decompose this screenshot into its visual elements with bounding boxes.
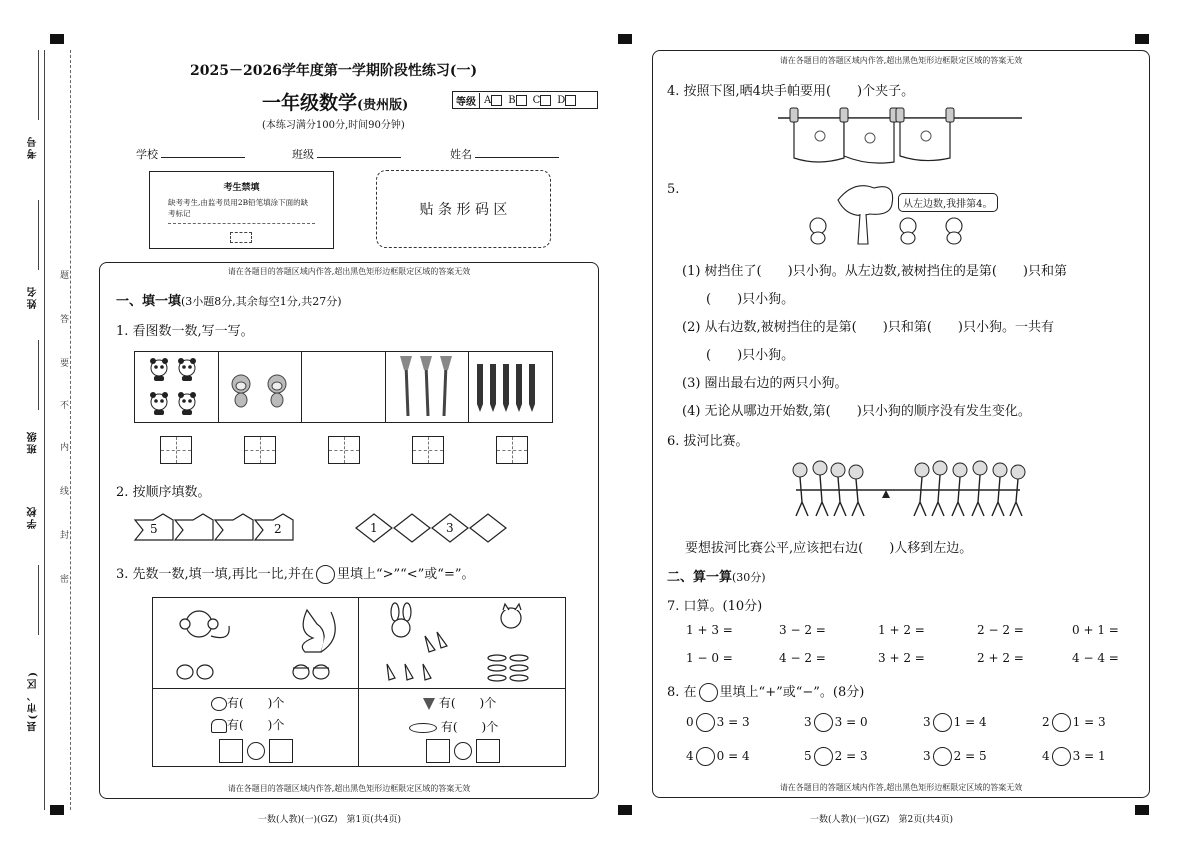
answer-area-notice: 请在各题目的答题区域内作答,超出黑色矩形边框限定区域的答案无效 [227,267,471,276]
seal-char: 题 [60,271,70,281]
sign-item: 5 2 = 3 [804,747,868,766]
mental-calc-item: 3 + 2 = [878,651,925,665]
seal-char: 答 [60,315,70,325]
mental-calc-item: 0 + 1 = [1072,623,1119,637]
sign-item: 4 3 = 1 [1042,747,1106,766]
registration-mark [1135,34,1149,44]
tug-of-war-icon [786,458,1030,520]
compare-table [152,597,566,767]
school-field[interactable]: 学校 [136,146,245,162]
question-7: 7. 口算。(10分) [667,599,763,614]
grade-option-b[interactable]: B [508,95,526,106]
mental-calc-item: 3 − 2 = [779,623,826,637]
acorn-count: 有( )个 [211,716,284,733]
mental-calc-item: 4 − 4 = [1072,651,1119,665]
subject-title [262,88,408,115]
seal-char: 不 [60,401,70,411]
barcode-area [376,170,551,248]
mental-calc-item: 1 + 2 = [878,623,925,637]
grade-option-d[interactable]: D [557,95,576,106]
registration-mark [618,34,632,44]
pencil-icon [469,352,551,420]
question-4: 4. 按照下图,晒4块手帕要用( )个夹子。 [667,84,915,99]
section1-title: 一、填一填(3小题8分,其余每空1分,共27分) [116,294,342,309]
registration-mark [50,805,64,815]
exam-number-label: 考号 [28,135,39,159]
answer-box[interactable] [328,436,360,464]
sign-item: 4 0 = 4 [686,747,750,766]
registration-mark [1135,805,1149,815]
blank-line [38,565,39,635]
section2-title: 二、算一算(30分) [667,570,766,585]
brush-cell [386,352,470,422]
sign-circle[interactable] [814,747,833,766]
question-2: 2. 按顺序填数。 [116,485,211,500]
sign-circle[interactable] [696,713,715,732]
registration-mark [618,805,632,815]
page1-footer: 一数(人教)(一)(GZ) 第1页(共4页) [258,815,401,825]
question-5-1: (1) 树挡住了( )只小狗。从左边数,被树挡住的是第( )只和第 [682,264,1067,279]
grade-option-a[interactable]: A [484,95,502,106]
question-5: 5. [667,182,680,197]
diamond-value: 3 [446,521,454,535]
panda-cell [135,352,219,422]
counting-strip [134,351,553,423]
diamond-value: 1 [370,521,378,535]
absent-mark[interactable] [230,232,252,243]
school-label: 学校 [28,505,39,529]
question-5-1-cont: ( )只小狗。 [706,292,795,307]
page2-footer: 一数(人教)(一)(GZ) 第2页(共4页) [810,815,953,825]
student-name-label: 姓名 [28,285,39,309]
answer-area-notice: 请在各题目的答题区域内作答,超出黑色矩形边框限定区域的答案无效 [779,783,1023,792]
blank-line [38,340,39,410]
sign-circle[interactable] [696,747,715,766]
dogs-and-tree-icon [804,180,964,250]
compare-box[interactable] [219,739,243,763]
barcode-label: 贴 条 形 码 区 [419,202,508,218]
grade-label: 等级 [453,93,480,108]
answer-area-notice: 请在各题目的答题区域内作答,超出黑色矩形边框限定区域的答案无效 [779,56,1023,65]
answer-box[interactable] [496,436,528,464]
compare-circle[interactable] [247,742,265,760]
seal-char: 封 [60,531,70,541]
edition-label: (贵州版) [357,98,409,113]
question-6-text: 要想拔河比赛公平,应该把右边( )人移到左边。 [685,541,973,556]
answer-box[interactable] [244,436,276,464]
exam-notice-box [149,171,334,249]
sign-item: 3 1 = 4 [923,713,987,732]
compare-box[interactable] [476,739,500,763]
blank-line [38,200,39,270]
compare-circle[interactable] [454,742,472,760]
class-field[interactable]: 班级 [292,146,401,162]
sign-circle[interactable] [1052,713,1071,732]
answer-box[interactable] [412,436,444,464]
sign-circle[interactable] [933,747,952,766]
sign-circle[interactable] [1052,747,1071,766]
question-1: 1. 看图数一数,写一写。 [116,324,254,339]
seal-char: 要 [60,359,70,369]
sign-item: 3 3 = 0 [804,713,868,732]
question-5-2-cont: ( )只小狗。 [706,348,795,363]
pencil-cell [469,352,552,422]
question-6: 6. 拔河比赛。 [667,434,749,449]
subject-name: 一年级数学 [262,92,358,114]
brush-icon [386,352,468,420]
handkerchief-icon [778,106,1022,170]
question-5-3: (3) 圈出最右边的两只小狗。 [682,376,848,391]
carrot-count: 有( )个 [423,694,496,711]
answer-area-notice: 请在各题目的答题区域内作答,超出黑色矩形边框限定区域的答案无效 [227,784,471,793]
class-label: 班级 [28,430,39,454]
monkey-squirrel-icon [171,602,351,686]
grade-option-c[interactable]: C [533,95,552,106]
county-label: 县(市、区) [28,670,39,732]
arrow-value: 2 [274,522,282,536]
monkey-cell [219,352,303,422]
seal-char: 线 [60,487,70,497]
question-8: 8. 在 里填上“+”或“−”。(8分) [667,685,865,700]
sign-circle[interactable] [933,713,952,732]
question-5-2: (2) 从右边数,被树挡住的是第( )只和第( )只小狗。一共有 [682,320,1054,335]
full-marks-note: (本练习满分100分,时间90分钟) [262,120,405,131]
compare-box[interactable] [426,739,450,763]
name-field[interactable]: 姓名 [450,146,559,162]
panda-icon [135,352,217,420]
answer-box[interactable] [160,436,192,464]
monkey-icon [219,352,301,420]
arrow-value: 5 [150,522,158,536]
sign-item: 2 1 = 3 [1042,713,1106,732]
mental-calc-item: 2 − 2 = [977,623,1024,637]
binding-line [44,50,45,810]
mental-calc-item: 1 + 3 = [686,623,733,637]
seal-line [70,50,71,810]
compare-box[interactable] [269,739,293,763]
exam-title: 2025－2026学年度第一学期阶段性练习(一) [190,63,478,79]
exam-notice-title: 考生禁填 [223,183,260,193]
mental-calc-item: 1 − 0 = [686,651,733,665]
seal-char: 内 [60,443,70,453]
question-3: 3. 先数一数,填一填,再比一比,并在 里填上“>”“<”或“=”。 [116,567,475,582]
fish-count: 有( )个 [409,718,498,735]
blank-line [38,50,39,120]
peach-count: 有( )个 [211,694,284,711]
mental-calc-item: 4 − 2 = [779,651,826,665]
circle-icon [316,565,335,584]
mental-calc-item: 2 + 2 = [977,651,1024,665]
registration-mark [50,34,64,44]
diamond-sequence [354,512,514,544]
speech-bubble: 从左边数,我排第4。 [898,193,998,212]
grade-box [452,91,598,109]
sign-item: 3 2 = 5 [923,747,987,766]
empty-cell [302,352,386,422]
seal-char: 密 [60,575,70,585]
circle-icon [699,683,718,702]
question-5-4: (4) 无论从哪边开始数,第( )只小狗的顺序没有发生变化。 [682,404,1031,419]
exam-notice-body: 缺考考生,由监考员用2B铅笔填涂下面的缺考标记 [168,197,315,224]
sign-circle[interactable] [814,713,833,732]
sign-item: 0 3 = 3 [686,713,750,732]
rabbit-cat-icon [375,602,555,686]
